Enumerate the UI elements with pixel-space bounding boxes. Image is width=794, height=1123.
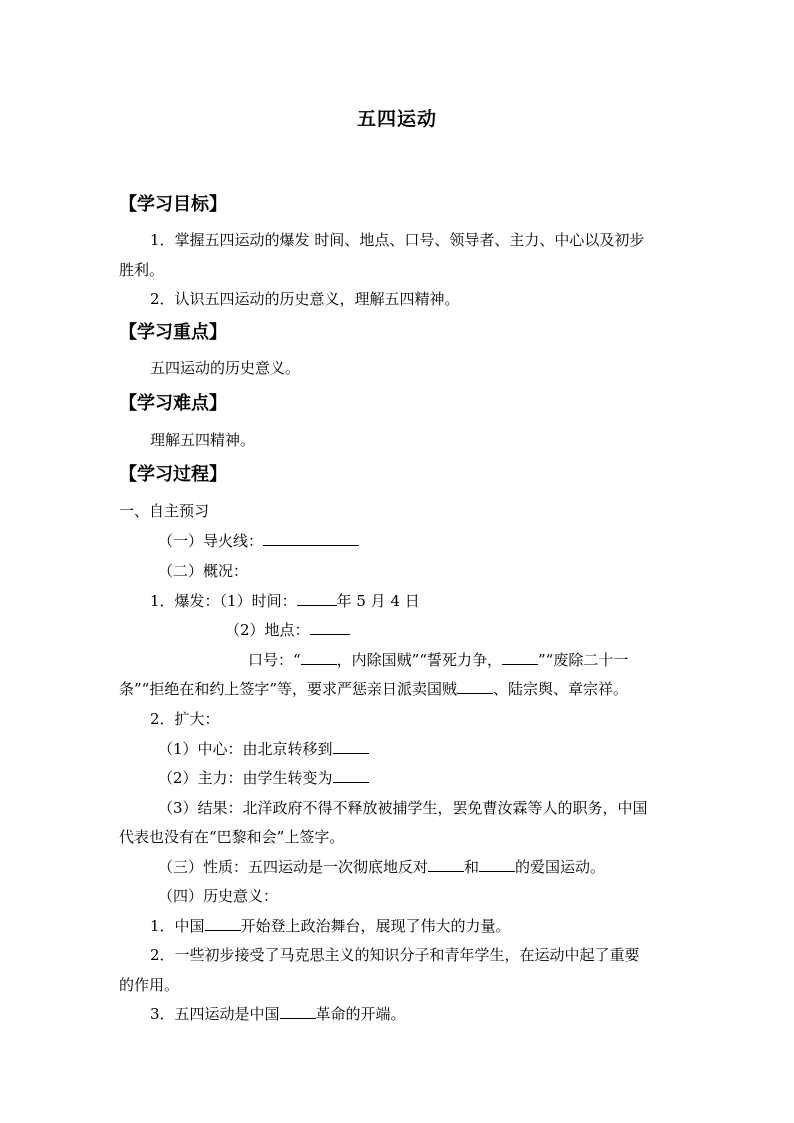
section-heading-difficulty: 【学习难点】 xyxy=(119,393,227,414)
nature-line xyxy=(158,857,605,877)
slogan-text-4: 条”“拒绝在和约上签字”等，要求严惩亲日派卖国贼 xyxy=(119,680,458,698)
self-study-heading: 一、自主预习 xyxy=(119,502,210,520)
nature-text-2: 和 xyxy=(464,858,480,876)
meaning-heading: （四）历史意义： xyxy=(158,887,279,905)
page-title: 五四运动 xyxy=(356,108,437,130)
force-label: （2）主力：由学生转变为 xyxy=(158,769,333,787)
meaning-1-text-b: 开始登上政治舞台，展现了伟大的力量。 xyxy=(240,917,511,935)
result-line-a: （3）结果：北洋政府不得不释放被捕学生，罢免曹汝霖等人的职务，中国 xyxy=(158,799,648,817)
meaning-1-line xyxy=(150,916,511,936)
goal-2: 2．认识五四运动的历史意义，理解五四精神。 xyxy=(150,290,460,308)
outbreak-time-line xyxy=(150,591,420,611)
section-heading-process: 【学习过程】 xyxy=(119,464,227,485)
slogan-text-3: ”“废除二十一 xyxy=(538,651,629,669)
key-point-text: 五四运动的历史意义。 xyxy=(150,359,301,377)
nature-text-3: 的爱国运动。 xyxy=(515,858,606,876)
slogan-line-a xyxy=(248,650,628,670)
outbreak-place-blank[interactable] xyxy=(310,620,350,635)
nature-blank-1[interactable] xyxy=(428,857,464,872)
outbreak-place-label: （2）地点： xyxy=(225,621,310,639)
force-blank[interactable] xyxy=(333,768,369,783)
outbreak-year-blank[interactable] xyxy=(297,591,337,606)
slogan-blank-2[interactable] xyxy=(502,650,538,665)
slogan-blank-1[interactable] xyxy=(301,650,337,665)
difficulty-text: 理解五四精神。 xyxy=(150,431,256,449)
meaning-3-blank[interactable] xyxy=(280,1004,316,1019)
outbreak-date-suffix: 年 5 月 4 日 xyxy=(336,592,420,610)
traitor-blank[interactable] xyxy=(457,679,493,694)
section-heading-goals: 【学习目标】 xyxy=(119,194,227,215)
meaning-3-text-b: 革命的开端。 xyxy=(315,1005,406,1023)
outbreak-place-line xyxy=(225,620,350,640)
slogan-text-2: ，内除国贼”“誓死力争， xyxy=(336,651,503,669)
meaning-1-text-a: 1．中国 xyxy=(150,917,205,935)
nature-blank-2[interactable] xyxy=(479,857,515,872)
slogan-line-b xyxy=(119,679,628,699)
meaning-1-blank[interactable] xyxy=(205,916,241,931)
fuse-blank[interactable] xyxy=(263,531,359,546)
section-heading-key: 【学习重点】 xyxy=(119,322,227,343)
meaning-3-text-a: 3．五四运动是中国 xyxy=(150,1005,280,1023)
center-line xyxy=(158,739,369,759)
goal-1-line-a: 1．掌握五四运动的爆发 时间、地点、口号、领导者、主力、中心以及初步 xyxy=(150,231,645,249)
fuse-line xyxy=(158,531,359,551)
center-label: （1）中心：由北京转移到 xyxy=(158,740,333,758)
outbreak-time-label: 1．爆发：（1）时间： xyxy=(150,592,297,610)
meaning-2-line-b: 的作用。 xyxy=(119,976,180,994)
center-blank[interactable] xyxy=(333,739,369,754)
expand-heading: 2．扩大： xyxy=(150,710,220,728)
meaning-2-line-a: 2．一些初步接受了马克思主义的知识分子和青年学生，在运动中起了重要 xyxy=(150,946,640,964)
fuse-label: （一）导火线： xyxy=(158,532,264,550)
goal-1-line-b: 胜利。 xyxy=(119,261,165,279)
overview-heading: （二）概况： xyxy=(158,562,249,580)
nature-text-1: （三）性质：五四运动是一次彻底地反对 xyxy=(158,858,429,876)
slogan-text-1: 口号：“ xyxy=(248,651,301,669)
slogan-text-5: 、陆宗舆、章宗祥。 xyxy=(493,680,629,698)
force-line xyxy=(158,768,369,788)
result-line-b: 代表也没有在“巴黎和会”上签字。 xyxy=(119,828,345,846)
meaning-3-line xyxy=(150,1004,406,1024)
